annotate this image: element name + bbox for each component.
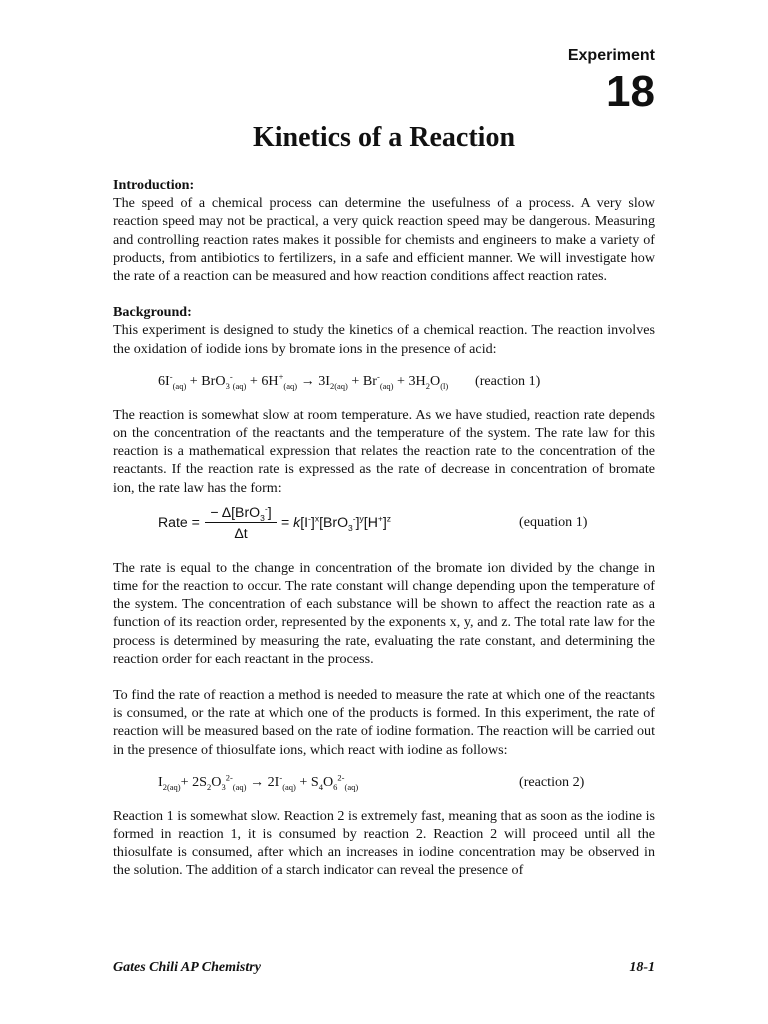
reaction-1 — [113, 372, 655, 390]
introduction-text: The speed of a chemical process can determine the usefulness of a process. A very slow reaction speed may not be practical, a very quick reaction speed may be dangerous. Measuring and controlling reaction rates makes it possible for chemists and engineers to make a variety of products, from antibiotics to fertilizers, in a safe and efficient manner. We will investigate how the rate of a reaction can be measured and how reaction conditions affect reaction rates. — [113, 195, 655, 285]
reaction-1-label: (reaction 1) — [475, 372, 541, 389]
equation-1 — [113, 503, 655, 547]
rate-label: Rate = — [158, 513, 200, 530]
introduction-heading: Introduction: — [113, 177, 195, 193]
equation-1-label: (equation 1) — [519, 513, 588, 530]
reaction-2-label: (reaction 2) — [519, 773, 585, 790]
page-title: Kinetics of a Reaction — [252, 122, 516, 153]
background-paragraph-1: This experiment is designed to study the kinetics of a chemical reaction. The reaction involves the oxidation of iodide ions by bromate ions in the presence of acid: — [113, 322, 655, 357]
background-paragraph-5: Reaction 1 is somewhat slow. Reaction 2 is extremely fast, meaning that as soon as the iodine is formed in reaction 1, it is consumed by reaction 2. Reaction 2 will proceed until all the thiosulfate is consumed, after which an increases in iodine concentration may be observed in the solution. The addition of a starch indicator can reveal the presence of — [113, 807, 655, 879]
background-heading: Background: — [113, 304, 192, 321]
rate-fraction: − Δ[BrO$_3$-] Δt — [205, 503, 277, 542]
reaction-1-formula: $6I^-_{(aq)} + BrO_3^-_{(aq)} + 6H^+_{(aq)} \to 3I_{2(aq)} + Br^-_{(aq)} + 3H_2O_{(l)}$ — [158, 371, 449, 391]
background-paragraph-4: To find the rate of reaction a method is needed to measure the rate at which one of the reactants is consumed, or the rate at which one of the products is formed. In this experiment, the rate of reaction will be measured based on the rate of iodine formation. The reaction will be carried out in the presence of thiosulfate ions, which react with iodine as follows: — [113, 687, 655, 758]
document-body — [113, 176, 655, 880]
footer-page-number: 18-1 — [629, 960, 655, 975]
experiment-label: Experiment — [567, 47, 655, 64]
rate-law-expression: = $k[I^-]^x[BrO_3^-]^y[H^+]^z$ — [281, 513, 392, 533]
experiment-number: 18 — [606, 67, 655, 116]
background-paragraph-3: The rate is equal to the change in concentration of the bromate ion divided by the change in time for the reaction to occur. The rate constant will change depending upon the temperature of the system. The concentration of each substance will be shown to affect the reaction rate as a function of its reaction order, represented by the exponents x, y, and z. The total rate law for the process is determined by measuring the rate, evaluating the rate constant, and determining the reaction order for each reactant in the process. — [113, 559, 655, 667]
reaction-2 — [113, 773, 655, 791]
footer-course: Gates Chili AP Chemistry — [113, 960, 261, 975]
reaction-2-formula: $I_{2(aq)}+ 2S_2O_3^{2-}_{(aq)} \to 2I^-_{(aq)} + S_4O_6^{2-}_{(aq)}$ — [158, 772, 359, 792]
background-paragraph-2: The reaction is somewhat slow at room temperature. As we have studied, reaction rate depends on the concentration of the reactants and the temperature of the system. The rate law for this reaction is a mathematical expression that relates the reaction rate to the concentration of the reactants. If the reaction rate is expressed as the rate of decrease in concentration of bromate ion, the rate law has the form: — [113, 406, 655, 496]
